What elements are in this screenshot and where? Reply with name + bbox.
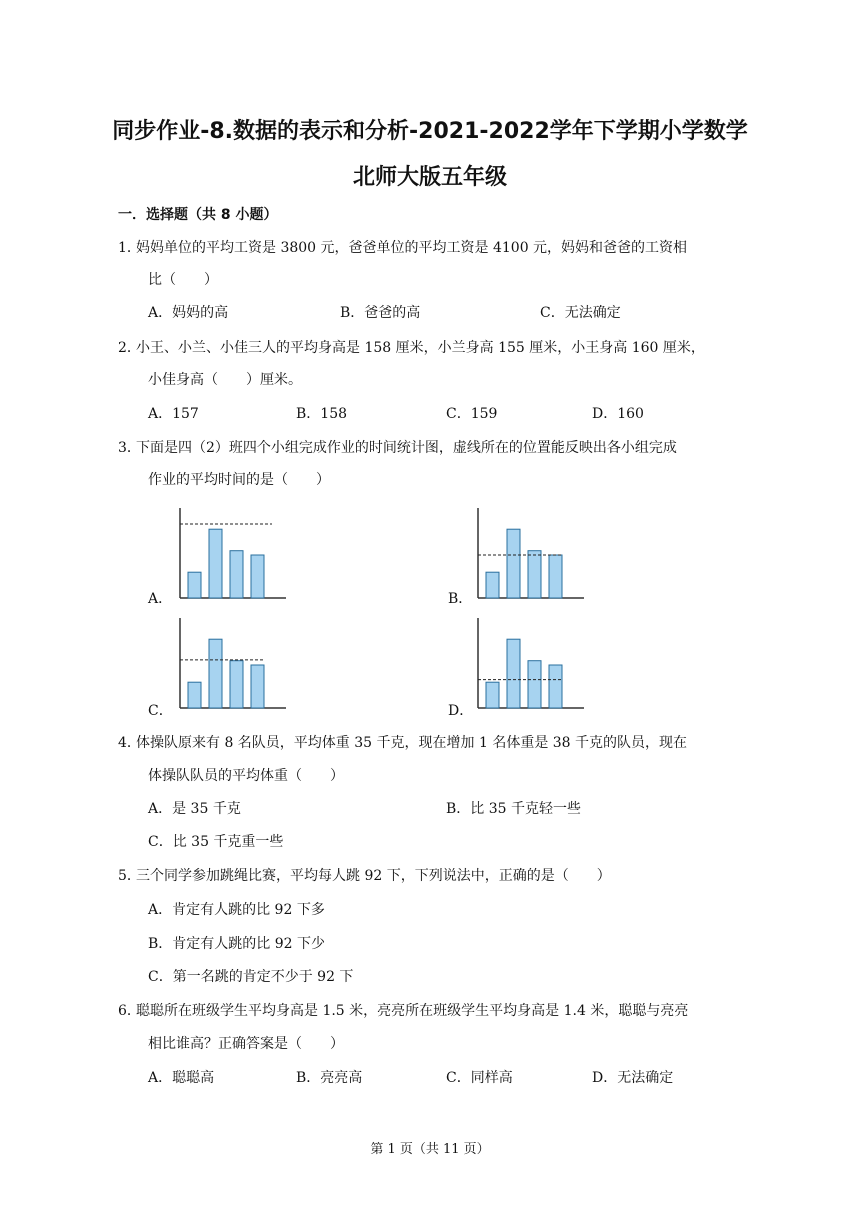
- question-1-option-a: A．妈妈的高: [148, 305, 229, 321]
- question-4-option-c: C．比 35 千克重一些: [148, 834, 284, 850]
- bar: [251, 665, 264, 708]
- bar: [230, 661, 243, 708]
- document-title-line2: 北师大版五年级: [352, 165, 507, 190]
- question-3-option-d: D．: [448, 703, 474, 719]
- question-6-number: 6．: [118, 1003, 141, 1019]
- question-1-option-c: C．无法确定: [540, 305, 621, 321]
- bar: [528, 661, 541, 708]
- question-2-option-b: B．158: [296, 406, 348, 422]
- question-5-number: 5．: [118, 868, 141, 884]
- question-2-option-a: A．157: [148, 406, 199, 422]
- question-3-text-line2: 作业的平均时间的是（ ）: [148, 472, 330, 488]
- question-3-option-c: C．: [148, 703, 173, 719]
- question-2-option-d: D．160: [592, 406, 644, 422]
- bar-chart-a: [176, 508, 288, 602]
- bar: [528, 551, 541, 598]
- question-6-option-a: A．聪聪高: [148, 1070, 215, 1086]
- question-5-option-b: B．肯定有人跳的比 92 下少: [148, 936, 326, 952]
- question-6-option-c: C．同样高: [446, 1070, 513, 1086]
- bar: [251, 555, 264, 598]
- question-4-text-line1: 体操队原来有 8 名队员，平均体重 35 千克，现在增加 1 名体重是 38 千克的队员，现在: [136, 735, 688, 751]
- question-2-text-line1: 小王、小兰、小佳三人的平均身高是 158 厘米，小兰身高 155 厘米，小王身高 160 厘米，: [136, 340, 705, 356]
- question-5-option-c: C．第一名跳的肯定不少于 92 下: [148, 969, 354, 985]
- bar: [230, 551, 243, 598]
- question-1-number: 1．: [118, 240, 141, 256]
- bar: [209, 529, 222, 598]
- question-2-number: 2．: [118, 340, 141, 356]
- question-6-option-b: B．亮亮高: [296, 1070, 363, 1086]
- bar-chart-d: [474, 618, 586, 712]
- bar: [188, 572, 201, 598]
- question-4-number: 4．: [118, 735, 141, 751]
- bar: [188, 682, 201, 708]
- bar: [507, 529, 520, 598]
- question-4-option-b: B．比 35 千克轻一些: [446, 801, 582, 817]
- document-title-line1: 同步作业-8.数据的表示和分析-2021-2022学年下学期小学数学: [112, 119, 748, 144]
- question-5-option-a: A．肯定有人跳的比 92 下多: [148, 902, 325, 918]
- question-2-text-line2: 小佳身高（ ）厘米。: [148, 372, 302, 388]
- question-3-option-b: B．: [448, 591, 473, 607]
- question-5-text-line1: 三个同学参加跳绳比赛，平均每人跳 92 下，下列说法中，正确的是（ ）: [136, 868, 611, 884]
- section-heading: 一．选择题（共 8 小题）: [118, 207, 278, 223]
- question-3-number: 3．: [118, 440, 141, 456]
- bar: [549, 555, 562, 598]
- question-4-text-line2: 体操队队员的平均体重（ ）: [148, 768, 344, 784]
- page-footer: 第 1 页（共 11 页）: [370, 1142, 490, 1157]
- question-1-option-b: B．爸爸的高: [340, 305, 421, 321]
- question-3-text-line1: 下面是四（2）班四个小组完成作业的时间统计图，虚线所在的位置能反映出各小组完成: [136, 440, 677, 456]
- bar: [209, 639, 222, 708]
- question-1-text-line1: 妈妈单位的平均工资是 3800 元，爸爸单位的平均工资是 4100 元，妈妈和爸爸的工资相: [136, 240, 688, 256]
- bar-chart-b: [474, 508, 586, 602]
- bar: [486, 682, 499, 708]
- bar: [507, 639, 520, 708]
- question-4-option-a: A．是 35 千克: [148, 801, 241, 817]
- bar-chart-c: [176, 618, 288, 712]
- bar: [549, 665, 562, 708]
- bar: [486, 572, 499, 598]
- question-1-text-line2: 比（ ）: [148, 272, 218, 288]
- question-6-text-line1: 聪聪所在班级学生平均身高是 1.5 米，亮亮所在班级学生平均身高是 1.4 米，聪聪与亮亮: [136, 1003, 689, 1019]
- question-6-option-d: D．无法确定: [592, 1070, 674, 1086]
- question-3-option-a: A．: [148, 591, 173, 607]
- question-6-text-line2: 相比谁高？正确答案是（ ）: [148, 1036, 344, 1052]
- question-2-option-c: C．159: [446, 406, 498, 422]
